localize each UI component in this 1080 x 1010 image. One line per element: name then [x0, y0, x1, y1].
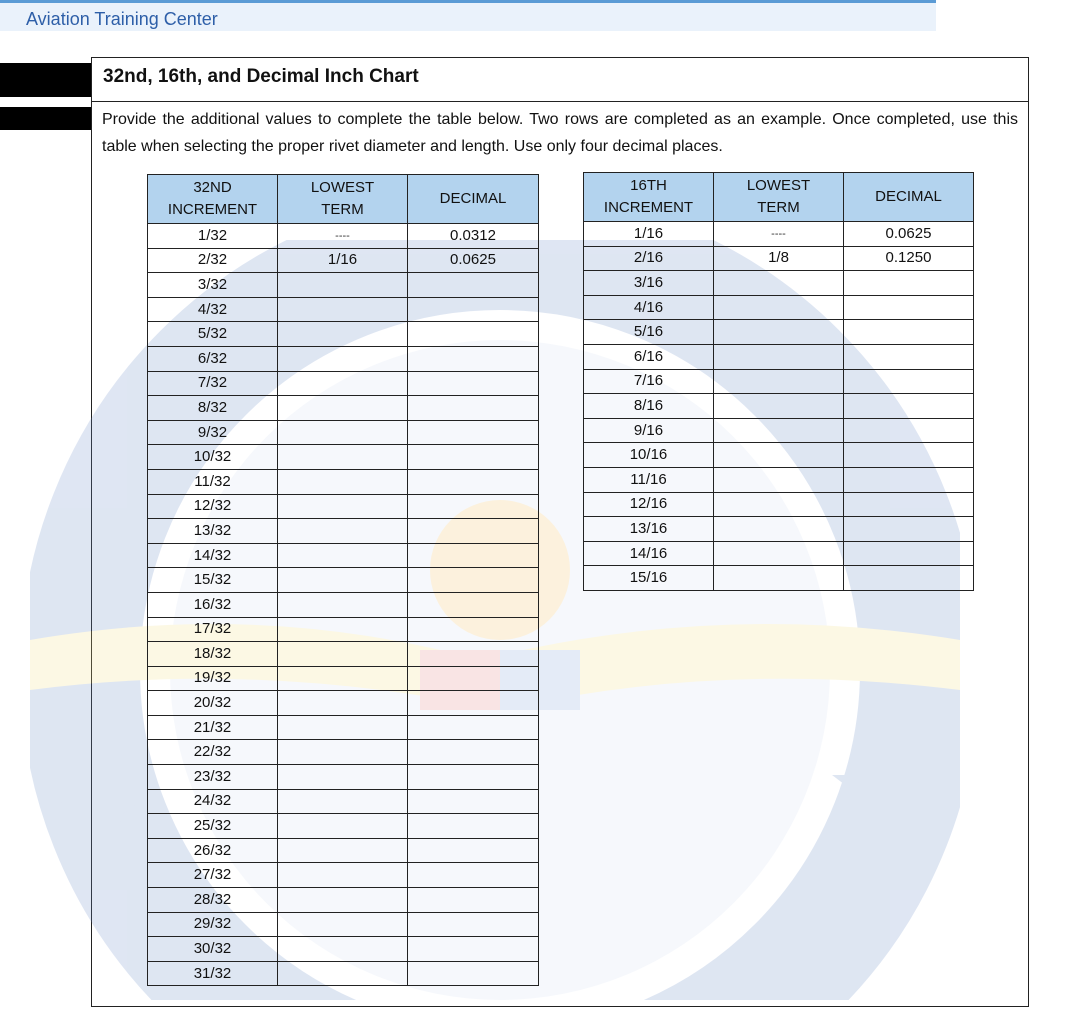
- decimal-cell[interactable]: [408, 838, 539, 863]
- decimal-cell[interactable]: [844, 320, 974, 345]
- table-row: [148, 888, 539, 913]
- table-header-row: [584, 173, 974, 222]
- lowest-term-cell[interactable]: [278, 592, 408, 617]
- table-row: [148, 691, 539, 716]
- instructions-text: Provide the additional values to complete the table below. Two rows are completed as an example. Once completed, use this table when selecting the proper rivet diameter and length. Use only four decimal places.: [102, 111, 1018, 155]
- increment-cell: 5/16: [584, 320, 714, 345]
- decimal-cell[interactable]: [408, 420, 539, 445]
- table-row: [584, 517, 974, 542]
- table-row: [148, 740, 539, 765]
- lowest-term-cell[interactable]: [278, 789, 408, 814]
- decimal-cell[interactable]: [844, 344, 974, 369]
- lowest-term-cell[interactable]: [278, 715, 408, 740]
- increment-cell: 14/32: [148, 543, 278, 568]
- lowest-term-cell[interactable]: [714, 566, 844, 591]
- decimal-cell[interactable]: [408, 273, 539, 298]
- lowest-term-cell[interactable]: [278, 691, 408, 716]
- table-row: [148, 346, 539, 371]
- increment-cell: 7/16: [584, 369, 714, 394]
- table-row: [148, 420, 539, 445]
- increment-cell: 1/16: [584, 222, 714, 247]
- lowest-term-cell[interactable]: [278, 937, 408, 962]
- lowest-term-cell[interactable]: [278, 863, 408, 888]
- increment-cell: 21/32: [148, 715, 278, 740]
- table-row: [148, 543, 539, 568]
- decimal-cell[interactable]: [844, 271, 974, 296]
- decimal-cell[interactable]: [408, 469, 539, 494]
- decimal-cell[interactable]: [408, 863, 539, 888]
- page-title: 32nd, 16th, and Decimal Inch Chart: [92, 58, 1028, 102]
- decimal-cell[interactable]: [408, 543, 539, 568]
- increment-cell: 7/32: [148, 371, 278, 396]
- lowest-term-cell[interactable]: [714, 295, 844, 320]
- increment-cell: 14/16: [584, 541, 714, 566]
- table-row: [148, 445, 539, 470]
- increment-cell: 28/32: [148, 888, 278, 913]
- decimal-cell[interactable]: [408, 715, 539, 740]
- increment-cell: 4/16: [584, 295, 714, 320]
- increment-cell: 15/16: [584, 566, 714, 591]
- lowest-term-cell[interactable]: [714, 541, 844, 566]
- column-header: LOWEST TERM: [278, 175, 408, 224]
- decimal-cell[interactable]: [844, 541, 974, 566]
- header-strip: [0, 0, 936, 31]
- decimal-cell[interactable]: [408, 322, 539, 347]
- decimal-cell[interactable]: [408, 494, 539, 519]
- lowest-term-cell[interactable]: [278, 346, 408, 371]
- lowest-term-cell[interactable]: [714, 517, 844, 542]
- decimal-cell[interactable]: [408, 912, 539, 937]
- column-header: DECIMAL: [844, 173, 974, 222]
- table-row: [148, 396, 539, 421]
- lowest-term-cell[interactable]: [278, 568, 408, 593]
- lowest-term-cell[interactable]: [278, 888, 408, 913]
- column-header: DECIMAL: [408, 175, 539, 224]
- decimal-cell[interactable]: [844, 369, 974, 394]
- decimal-cell[interactable]: [408, 765, 539, 790]
- increment-cell: 9/32: [148, 420, 278, 445]
- table-row: [148, 469, 539, 494]
- lowest-term-cell[interactable]: [714, 320, 844, 345]
- increment-cell: 2/32: [148, 248, 278, 273]
- increment-cell: 10/32: [148, 445, 278, 470]
- decimal-cell[interactable]: 0.0625: [408, 248, 539, 273]
- increment-cell: 10/16: [584, 443, 714, 468]
- table-row: [584, 222, 974, 247]
- table-row: [148, 937, 539, 962]
- lowest-term-cell[interactable]: [278, 420, 408, 445]
- table-row: [148, 371, 539, 396]
- increment-cell: 5/32: [148, 322, 278, 347]
- increment-cell: 26/32: [148, 838, 278, 863]
- column-header: LOWEST TERM: [714, 173, 844, 222]
- lowest-term-cell[interactable]: [714, 492, 844, 517]
- lowest-term-cell[interactable]: 1/16: [278, 248, 408, 273]
- decimal-cell[interactable]: 0.1250: [844, 246, 974, 271]
- lowest-term-cell[interactable]: [714, 369, 844, 394]
- table-row: [584, 467, 974, 492]
- decimal-cell[interactable]: [408, 592, 539, 617]
- lowest-term-cell[interactable]: [278, 543, 408, 568]
- increment-cell: 12/32: [148, 494, 278, 519]
- increment-cell: 27/32: [148, 863, 278, 888]
- increment-cell: 15/32: [148, 568, 278, 593]
- lowest-term-cell[interactable]: ----: [278, 224, 408, 249]
- table-row: [148, 494, 539, 519]
- increment-cell: 11/16: [584, 467, 714, 492]
- increment-cell: 20/32: [148, 691, 278, 716]
- increment-cell: 23/32: [148, 765, 278, 790]
- decimal-cell[interactable]: [408, 346, 539, 371]
- lowest-term-cell[interactable]: [714, 467, 844, 492]
- decimal-cell[interactable]: [844, 467, 974, 492]
- table-row: [148, 297, 539, 322]
- lowest-term-cell[interactable]: [278, 519, 408, 544]
- increment-cell: 13/32: [148, 519, 278, 544]
- table-row: [148, 322, 539, 347]
- table-row: [584, 541, 974, 566]
- table-row: [584, 369, 974, 394]
- table-32nd: [147, 174, 539, 986]
- table-row: [148, 838, 539, 863]
- table-row: [148, 961, 539, 986]
- lowest-term-cell[interactable]: [278, 273, 408, 298]
- increment-cell: 24/32: [148, 789, 278, 814]
- lowest-term-cell[interactable]: [714, 344, 844, 369]
- increment-cell: 11/32: [148, 469, 278, 494]
- increment-cell: 12/16: [584, 492, 714, 517]
- table-row: [148, 789, 539, 814]
- table-row: [584, 246, 974, 271]
- table-row: [148, 617, 539, 642]
- header-title: Aviation Training Center: [26, 9, 218, 29]
- increment-cell: 31/32: [148, 961, 278, 986]
- increment-cell: 1/32: [148, 224, 278, 249]
- increment-cell: 30/32: [148, 937, 278, 962]
- decimal-cell[interactable]: [408, 789, 539, 814]
- lowest-term-cell[interactable]: [278, 838, 408, 863]
- increment-cell: 19/32: [148, 666, 278, 691]
- lowest-term-cell[interactable]: [278, 617, 408, 642]
- increment-cell: 3/16: [584, 271, 714, 296]
- lowest-term-cell[interactable]: [278, 297, 408, 322]
- lowest-term-cell[interactable]: [278, 642, 408, 667]
- increment-cell: 18/32: [148, 642, 278, 667]
- table-row: [584, 443, 974, 468]
- increment-cell: 22/32: [148, 740, 278, 765]
- lowest-term-cell[interactable]: [278, 814, 408, 839]
- table-row: [148, 568, 539, 593]
- decimal-cell[interactable]: [844, 295, 974, 320]
- column-header: 16TH INCREMENT: [584, 173, 714, 222]
- increment-cell: 4/32: [148, 297, 278, 322]
- decimal-cell[interactable]: [408, 814, 539, 839]
- lowest-term-cell[interactable]: ----: [714, 222, 844, 247]
- lowest-term-cell[interactable]: [714, 418, 844, 443]
- table-row: [148, 248, 539, 273]
- lowest-term-cell[interactable]: [278, 765, 408, 790]
- lowest-term-cell[interactable]: [278, 445, 408, 470]
- lowest-term-cell[interactable]: [714, 443, 844, 468]
- decimal-cell[interactable]: [408, 666, 539, 691]
- increment-cell: 6/32: [148, 346, 278, 371]
- decimal-cell[interactable]: 0.0312: [408, 224, 539, 249]
- lowest-term-cell[interactable]: 1/8: [714, 246, 844, 271]
- table-row: [584, 320, 974, 345]
- table-row: [584, 492, 974, 517]
- lowest-term-cell[interactable]: [278, 469, 408, 494]
- table-16th: [583, 172, 974, 591]
- table-row: [148, 592, 539, 617]
- table-row: [584, 271, 974, 296]
- table-row: [584, 394, 974, 419]
- table-row: [148, 642, 539, 667]
- decimal-cell[interactable]: [408, 568, 539, 593]
- lowest-term-cell[interactable]: [278, 494, 408, 519]
- decimal-cell[interactable]: [844, 443, 974, 468]
- table-row: [148, 814, 539, 839]
- decimal-cell[interactable]: [408, 961, 539, 986]
- decimal-cell[interactable]: [844, 566, 974, 591]
- increment-cell: 8/16: [584, 394, 714, 419]
- increment-cell: 17/32: [148, 617, 278, 642]
- lowest-term-cell[interactable]: [278, 740, 408, 765]
- increment-cell: 29/32: [148, 912, 278, 937]
- increment-cell: 9/16: [584, 418, 714, 443]
- increment-cell: 3/32: [148, 273, 278, 298]
- decimal-cell[interactable]: [408, 888, 539, 913]
- decimal-cell[interactable]: [408, 445, 539, 470]
- black-margin-tab: [0, 63, 92, 97]
- decimal-cell[interactable]: [408, 740, 539, 765]
- decimal-cell[interactable]: [408, 396, 539, 421]
- decimal-cell[interactable]: [844, 418, 974, 443]
- increment-cell: 25/32: [148, 814, 278, 839]
- column-header: 32ND INCREMENT: [148, 175, 278, 224]
- lowest-term-cell[interactable]: [278, 371, 408, 396]
- table-row: [584, 344, 974, 369]
- table-row: [148, 715, 539, 740]
- table-row: [584, 295, 974, 320]
- lowest-term-cell[interactable]: [278, 666, 408, 691]
- decimal-cell[interactable]: [408, 617, 539, 642]
- lowest-term-cell[interactable]: [714, 271, 844, 296]
- decimal-cell[interactable]: [408, 519, 539, 544]
- decimal-cell[interactable]: [844, 492, 974, 517]
- increment-cell: 6/16: [584, 344, 714, 369]
- decimal-cell[interactable]: 0.0625: [844, 222, 974, 247]
- lowest-term-cell[interactable]: [278, 961, 408, 986]
- increment-cell: 8/32: [148, 396, 278, 421]
- table-row: [148, 273, 539, 298]
- lowest-term-cell[interactable]: [714, 394, 844, 419]
- table-header-row: [148, 175, 539, 224]
- decimal-cell[interactable]: [408, 297, 539, 322]
- increment-cell: 13/16: [584, 517, 714, 542]
- lowest-term-cell[interactable]: [278, 322, 408, 347]
- decimal-cell[interactable]: [844, 394, 974, 419]
- table-row: [148, 765, 539, 790]
- table-row: [148, 519, 539, 544]
- table-row: [584, 418, 974, 443]
- table-row: [148, 666, 539, 691]
- decimal-cell[interactable]: [844, 517, 974, 542]
- table-row: [584, 566, 974, 591]
- table-row: [148, 224, 539, 249]
- decimal-cell[interactable]: [408, 642, 539, 667]
- increment-cell: 16/32: [148, 592, 278, 617]
- table-row: [148, 912, 539, 937]
- lowest-term-cell[interactable]: [278, 396, 408, 421]
- decimal-cell[interactable]: [408, 937, 539, 962]
- lowest-term-cell[interactable]: [278, 912, 408, 937]
- decimal-cell[interactable]: [408, 371, 539, 396]
- decimal-cell[interactable]: [408, 691, 539, 716]
- increment-cell: 2/16: [584, 246, 714, 271]
- black-margin-tab: [0, 107, 92, 130]
- table-row: [148, 863, 539, 888]
